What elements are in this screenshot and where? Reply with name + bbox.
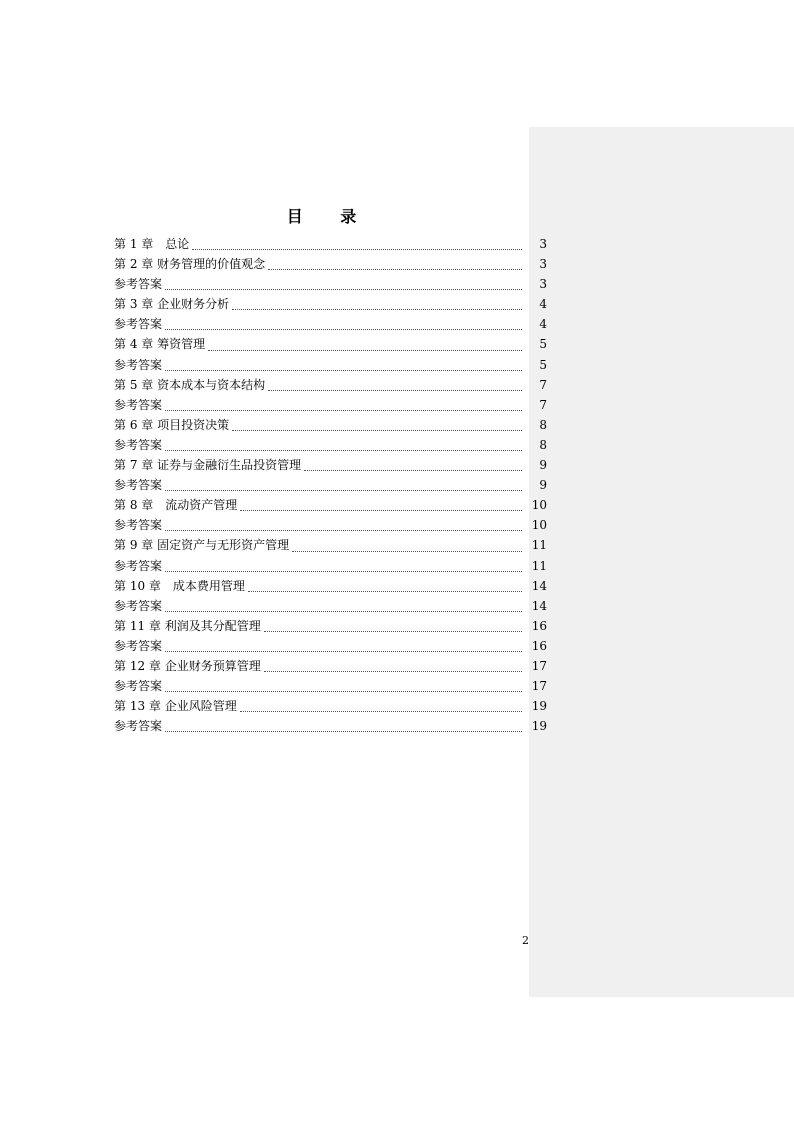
toc-entry-page: 14 [531,598,547,613]
toc-dot-leader [165,730,522,732]
toc-entry-label: 第 11 章 利润及其分配管理 [114,618,261,633]
toc-entry-page: 3 [539,237,547,251]
toc-entry-page: 8 [539,417,547,432]
toc-entry-page: 19 [531,699,547,714]
toc-dot-leader [165,570,522,572]
toc-entry-label: 参考答案 [114,397,163,412]
toc-entry-label: 第 4 章 筹资管理 [114,337,206,352]
toc-dot-leader [165,328,522,330]
page-number: 2 [522,934,529,947]
toc-dot-leader [240,509,522,511]
toc-entry-page: 5 [539,357,547,372]
toc-entry-label: 第 6 章 项目投资决策 [114,417,230,432]
toc-entry-label: 第 12 章 企业财务预算管理 [114,658,261,673]
toc-dot-leader [264,630,522,632]
toc-entry[interactable] [114,275,547,295]
toc-entry[interactable] [114,597,547,617]
toc-entry-label: 参考答案 [114,357,163,372]
toc-dot-leader [208,349,522,351]
toc-dot-leader [165,650,522,652]
toc-dot-leader [165,449,522,451]
toc-entry-page: 10 [531,498,547,513]
toc-entry-label: 参考答案 [114,719,163,734]
toc-entry-page: 11 [531,538,547,553]
toc-entry-label: 参考答案 [114,638,163,653]
toc-entry-page: 17 [531,679,547,694]
toc-entry[interactable] [114,536,547,556]
toc-dot-leader [304,469,522,471]
toc-dot-leader [165,610,522,612]
toc-dot-leader [165,690,522,692]
toc-entry-page: 14 [531,578,547,593]
toc-entry[interactable] [114,255,547,275]
toc-entry-page: 7 [539,377,547,392]
toc-entry[interactable] [114,637,547,657]
toc-entry-label: 第 5 章 资本成本与资本结构 [114,377,266,392]
toc-entry[interactable] [114,315,547,335]
toc-entry[interactable] [114,456,547,476]
toc-dot-leader [165,489,522,491]
toc-entry-label: 参考答案 [114,598,163,613]
toc-entry-label: 第 8 章 流动资产管理 [114,498,238,513]
toc-entry-label: 参考答案 [114,518,163,533]
toc-dot-leader [165,409,522,411]
toc-entry-label: 第 2 章 财务管理的价值观念 [114,257,266,272]
toc-entry-page: 9 [539,478,547,493]
toc-entry-label: 第 10 章 成本费用管理 [114,578,245,593]
toc-dot-leader [248,590,522,592]
toc-entry-label: 参考答案 [114,277,163,292]
toc-dot-leader [232,429,522,431]
toc-entry-page: 5 [539,337,547,352]
toc-entry[interactable] [114,717,547,737]
toc-entry-page: 9 [539,458,547,473]
toc-entry-page: 10 [531,518,547,533]
toc-dot-leader [165,288,522,290]
toc-entry[interactable] [114,416,547,436]
toc-entry-page: 8 [539,437,547,452]
toc-entry[interactable] [114,697,547,717]
toc-entry[interactable] [114,677,547,697]
toc-entry-label: 参考答案 [114,558,163,573]
toc-entry-label: 参考答案 [114,478,163,493]
toc-dot-leader [268,268,522,270]
toc-dot-leader [232,308,522,310]
toc-entry-label: 参考答案 [114,437,163,452]
toc-dot-leader [264,670,522,672]
toc-entry[interactable] [114,376,547,396]
toc-entry-page: 11 [531,558,547,573]
toc-entry[interactable] [114,476,547,496]
toc-entry[interactable] [114,617,547,637]
toc-entry[interactable] [114,557,547,577]
toc-entry[interactable] [114,335,547,355]
toc-entry-label: 第 7 章 证券与金融衍生品投资管理 [114,458,302,473]
toc-entry-page: 19 [531,719,547,734]
toc-entry-label: 第 9 章 固定资产与无形资产管理 [114,538,290,553]
toc-entry[interactable] [114,577,547,597]
toc-dot-leader [165,369,522,371]
toc-entry-label: 第 13 章 企业风险管理 [114,699,237,714]
toc-entry[interactable] [114,657,547,677]
toc-entry-label: 第 3 章 企业财务分析 [114,297,230,312]
toc-entry-page: 7 [539,397,547,412]
toc-dot-leader [240,710,522,712]
toc-entry[interactable] [114,496,547,516]
toc-entry-page: 4 [539,317,547,332]
toc-dot-leader [292,550,522,552]
toc-entry-page: 16 [531,618,547,633]
toc-dot-leader [268,389,522,391]
toc-title: 目 录 [286,207,373,226]
toc-entry[interactable] [114,436,547,456]
toc-entry-label: 参考答案 [114,679,163,694]
toc-entry-page: 3 [539,277,547,292]
toc-entry-page: 16 [531,638,547,653]
toc-entry[interactable] [114,235,547,255]
toc-dot-leader [165,529,522,531]
toc-entry[interactable] [114,356,547,376]
toc-entry[interactable] [114,396,547,416]
toc-entry[interactable] [114,516,547,536]
comment-margin-panel [529,127,794,997]
toc-entry-label: 参考答案 [114,317,163,332]
toc-entry-page: 17 [531,658,547,673]
toc-entry[interactable] [114,295,547,315]
toc-entry-page: 4 [539,297,547,312]
toc-list [114,235,547,737]
toc-dot-leader [192,248,522,250]
toc-entry-page: 3 [539,257,547,272]
toc-entry-label: 第 1 章 总论 [114,237,190,251]
